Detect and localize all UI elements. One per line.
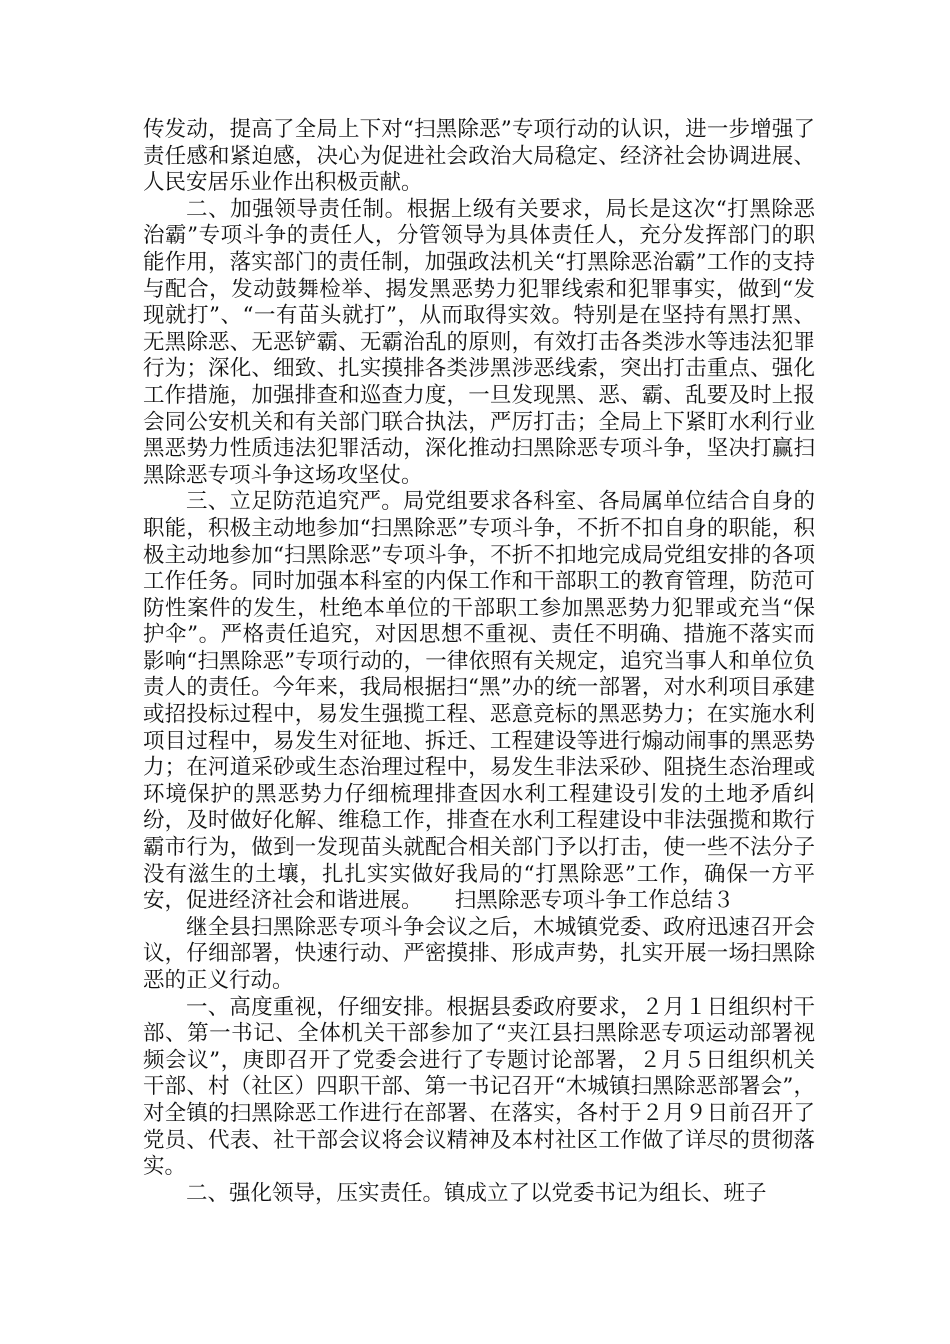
paragraph-prevention-accountability: 三、立足防范追究严。局党组要求各科室、各局属单位结合自身的职能，积极主动地参加“扫黑除恶”专项斗争，不折不扣自身的职能，积极主动地参加“扫黑除恶”专项斗争，不折不扣地完成局党组安排的各项工作任务。同时加强本科室的内保工作和干部职工的教育管理，防范可防性案件的发生，杜绝本单位的干部职工参加黑恶势力犯罪或充当“保护伞”。严格责任追究，对因思想不重视、责任不明确、措施不落实而影响“扫黑除恶”专项行动的，一律依照有关规定，追究当事人和单位负责人的责任。今年来，我局根据扫“黑”办的统一部署，对水利项目承建或招投标过程中，易发生强揽工程、恶意竞标的黑恶势力；在实施水利项目过程中，易发生对征地、拆迁、工程建设等进行煽动闹事的黑恶势力；在河道采砂或生态治理过程中，易发生非法采砂、阻挠生态治理或环境保护的黑恶势力仔细梳理排查因水利工程建设引发的土地矛盾纠纷，及时做好化解、维稳工作，排查在水利工程建设中非法强揽和欺行霸市行为，做到一发现苗头就配合相关部门予以打击，使一些不法分子没有滋生的土壤，扎扎实实做好我局的“打黑除恶”工作，确保一方平安，促进经济社会和谐进展。 扫黑除恶专项斗争工作总结３ [143, 489, 815, 914]
paragraph-continuation: 传发动，提高了全局上下对“扫黑除恶”专项行动的认识，进一步增强了责任感和紧迫感，决心为促进社会政治大局稳定、经济社会协调进展、人民安居乐业作出积极贡献。 [143, 117, 815, 196]
paragraph-strengthen-leadership: 二、强化领导，压实责任。镇成立了以党委书记为组长、班子 [186, 1180, 767, 1206]
paragraph-leadership-responsibility: 二、加强领导责任制。根据上级有关要求，局长是这次“打黑除恶治霸”专项斗争的责任人，分管领导为具体责任人，充分发挥部门的职能作用，落实部门的责任制，加强政法机关“打黑除恶治霸”工作的支持与配合，发动鼓舞检举、揭发黑恶势力犯罪线索和犯罪事实，做到“发现就打”、“一有苗头就打”，从而取得实效。特别是在坚持有黑打黑、无黑除恶、无恶铲霸、无霸治乱的原则，有效打击各类涉水等违法犯罪行为；深化、细致、扎实摸排各类涉黑涉恶线索，突出打击重点、强化工作措施，加强排查和巡查力度，一旦发现黑、恶、霸、乱要及时上报会同公安机关和有关部门联合执法，严厉打击；全局上下紧盯水利行业黑恶势力性质违法犯罪活动，深化推动扫黑除恶专项斗争，坚决打赢扫黑除恶专项斗争这场攻坚仗。 [143, 196, 815, 488]
paragraph-high-attention: 一、高度重视，仔细安排。根据县委政府要求，２月１日组织村干部、第一书记、全体机关干部参加了“夹江县扫黑除恶专项运动部署视频会议”，庚即召开了党委会进行了专题讨论部署，２月５日组织机关干部、村（社区）四职干部、第一书记召开“木城镇扫黑除恶部署会”，对全镇的扫黑除恶工作进行在部署、在落实，各村于２月９日前召开了党员、代表、社干部会议将会议精神及本村社区工作做了详尽的贯彻落实。 [143, 994, 815, 1180]
document-page [143, 117, 815, 1207]
paragraph-summary-3-intro: 继全县扫黑除恶专项斗争会议之后，木城镇党委、政府迅速召开会议，仔细部署，快速行动、严密摸排、形成声势，扎实开展一场扫黑除恶的正义行动。 [143, 914, 815, 993]
